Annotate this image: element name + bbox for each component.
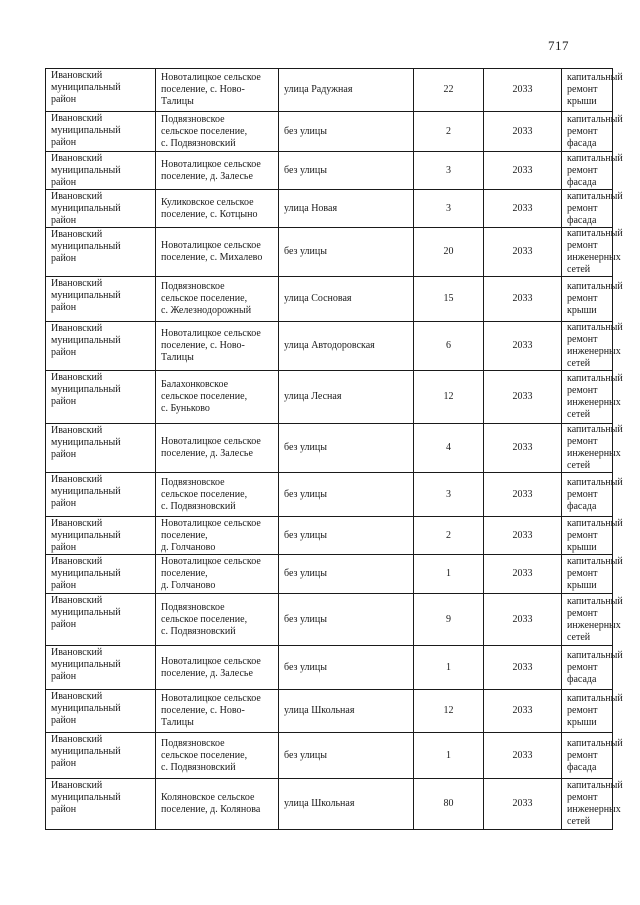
street-cell: улица Школьная: [279, 779, 414, 830]
street-cell: без улицы: [279, 473, 414, 517]
house-number-cell: 1: [414, 555, 484, 594]
year-cell: 2033: [484, 371, 562, 424]
year-cell: 2033: [484, 517, 562, 555]
work-type-cell: капитальный ремонт инженерных сетей: [562, 594, 613, 646]
house-number-cell: 2: [414, 112, 484, 152]
district-cell: Ивановский муниципальный район: [46, 322, 156, 371]
house-number-cell: 22: [414, 69, 484, 112]
table-row: [46, 277, 613, 322]
table-row: [46, 112, 613, 152]
house-number-cell: 2: [414, 517, 484, 555]
district-cell: Ивановский муниципальный район: [46, 190, 156, 228]
year-cell: 2033: [484, 190, 562, 228]
house-number-cell: 6: [414, 322, 484, 371]
street-cell: без улицы: [279, 517, 414, 555]
settlement-cell: Новоталицкое сельское поселение, с. Михалево: [156, 228, 279, 277]
page-number: 717: [548, 38, 569, 53]
work-type-cell: капитальный ремонт фасада: [562, 190, 613, 228]
work-type-cell: капитальный ремонт крыши: [562, 555, 613, 594]
year-cell: 2033: [484, 594, 562, 646]
table-row: [46, 646, 613, 690]
settlement-cell: Подвязновское сельское поселение, с. Железнодорожный: [156, 277, 279, 322]
table-row: [46, 69, 613, 112]
street-cell: улица Лесная: [279, 371, 414, 424]
street-cell: без улицы: [279, 424, 414, 473]
street-cell: без улицы: [279, 152, 414, 190]
work-type-cell: капитальный ремонт инженерных сетей: [562, 424, 613, 473]
street-cell: без улицы: [279, 555, 414, 594]
work-type-cell: капитальный ремонт фасада: [562, 152, 613, 190]
work-type-cell: капитальный ремонт инженерных сетей: [562, 371, 613, 424]
district-cell: Ивановский муниципальный район: [46, 228, 156, 277]
house-number-cell: 3: [414, 473, 484, 517]
settlement-cell: Новоталицкое сельское поселение, д. Залесье: [156, 152, 279, 190]
table-row: [46, 517, 613, 555]
district-cell: Ивановский муниципальный район: [46, 371, 156, 424]
work-type-cell: капитальный ремонт инженерных сетей: [562, 322, 613, 371]
settlement-cell: Балахонковское сельское поселение, с. Буньково: [156, 371, 279, 424]
year-cell: 2033: [484, 733, 562, 779]
table-row: [46, 190, 613, 228]
year-cell: 2033: [484, 322, 562, 371]
settlement-cell: Новоталицкое сельское поселение, с. Ново- Талицы: [156, 690, 279, 733]
table-row: [46, 690, 613, 733]
year-cell: 2033: [484, 424, 562, 473]
street-cell: улица Автодоровская: [279, 322, 414, 371]
year-cell: 2033: [484, 112, 562, 152]
street-cell: без улицы: [279, 646, 414, 690]
table-row: [46, 371, 613, 424]
settlement-cell: Новоталицкое сельское поселение, д. Голчаново: [156, 517, 279, 555]
district-cell: Ивановский муниципальный район: [46, 517, 156, 555]
settlement-cell: Коляновское сельское поселение, д. Колянова: [156, 779, 279, 830]
settlement-cell: Подвязновское сельское поселение, с. Подвязновский: [156, 733, 279, 779]
district-cell: Ивановский муниципальный район: [46, 473, 156, 517]
work-type-cell: капитальный ремонт инженерных сетей: [562, 779, 613, 830]
district-cell: Ивановский муниципальный район: [46, 594, 156, 646]
work-type-cell: капитальный ремонт крыши: [562, 690, 613, 733]
district-cell: Ивановский муниципальный район: [46, 779, 156, 830]
housing-repair-table: [45, 68, 623, 830]
district-cell: Ивановский муниципальный район: [46, 69, 156, 112]
table-row: [46, 594, 613, 646]
year-cell: 2033: [484, 473, 562, 517]
year-cell: 2033: [484, 779, 562, 830]
settlement-cell: Новоталицкое сельское поселение, д. Голчаново: [156, 555, 279, 594]
house-number-cell: 1: [414, 733, 484, 779]
work-type-cell: капитальный ремонт крыши: [562, 69, 613, 112]
work-type-cell: капитальный ремонт фасада: [562, 112, 613, 152]
work-type-cell: капитальный ремонт фасада: [562, 733, 613, 779]
house-number-cell: 12: [414, 371, 484, 424]
house-number-cell: 15: [414, 277, 484, 322]
district-cell: Ивановский муниципальный район: [46, 112, 156, 152]
house-number-cell: 20: [414, 228, 484, 277]
district-cell: Ивановский муниципальный район: [46, 646, 156, 690]
settlement-cell: Подвязновское сельское поселение, с. Подвязновский: [156, 112, 279, 152]
settlement-cell: Подвязновское сельское поселение, с. Подвязновский: [156, 473, 279, 517]
table-row: [46, 555, 613, 594]
district-cell: Ивановский муниципальный район: [46, 733, 156, 779]
settlement-cell: Куликовское сельское поселение, с. Котцыно: [156, 190, 279, 228]
work-type-cell: капитальный ремонт фасада: [562, 473, 613, 517]
house-number-cell: 9: [414, 594, 484, 646]
year-cell: 2033: [484, 646, 562, 690]
year-cell: 2033: [484, 152, 562, 190]
house-number-cell: 3: [414, 190, 484, 228]
street-cell: без улицы: [279, 112, 414, 152]
work-type-cell: капитальный ремонт фасада: [562, 646, 613, 690]
house-number-cell: 12: [414, 690, 484, 733]
house-number-cell: 1: [414, 646, 484, 690]
year-cell: 2033: [484, 228, 562, 277]
work-type-cell: капитальный ремонт крыши: [562, 277, 613, 322]
table-row: [46, 779, 613, 830]
district-cell: Ивановский муниципальный район: [46, 152, 156, 190]
work-type-cell: капитальный ремонт крыши: [562, 517, 613, 555]
street-cell: улица Школьная: [279, 690, 414, 733]
district-cell: Ивановский муниципальный район: [46, 424, 156, 473]
street-cell: улица Новая: [279, 190, 414, 228]
street-cell: без улицы: [279, 228, 414, 277]
settlement-cell: Новоталицкое сельское поселение, д. Залесье: [156, 646, 279, 690]
house-number-cell: 80: [414, 779, 484, 830]
work-type-cell: капитальный ремонт инженерных сетей: [562, 228, 613, 277]
year-cell: 2033: [484, 277, 562, 322]
district-cell: Ивановский муниципальный район: [46, 555, 156, 594]
settlement-cell: Подвязновское сельское поселение, с. Подвязновский: [156, 594, 279, 646]
table-row: [46, 322, 613, 371]
settlement-cell: Новоталицкое сельское поселение, с. Ново- Талицы: [156, 322, 279, 371]
settlement-cell: Новоталицкое сельское поселение, с. Ново- Талицы: [156, 69, 279, 112]
year-cell: 2033: [484, 69, 562, 112]
street-cell: улица Сосновая: [279, 277, 414, 322]
district-cell: Ивановский муниципальный район: [46, 277, 156, 322]
street-cell: улица Радужная: [279, 69, 414, 112]
table-row: [46, 228, 613, 277]
street-cell: без улицы: [279, 594, 414, 646]
table-row: [46, 473, 613, 517]
table-row: [46, 424, 613, 473]
house-number-cell: 3: [414, 152, 484, 190]
house-number-cell: 4: [414, 424, 484, 473]
year-cell: 2033: [484, 690, 562, 733]
table-row: [46, 733, 613, 779]
table-row: [46, 152, 613, 190]
street-cell: без улицы: [279, 733, 414, 779]
district-cell: Ивановский муниципальный район: [46, 690, 156, 733]
year-cell: 2033: [484, 555, 562, 594]
settlement-cell: Новоталицкое сельское поселение, д. Залесье: [156, 424, 279, 473]
